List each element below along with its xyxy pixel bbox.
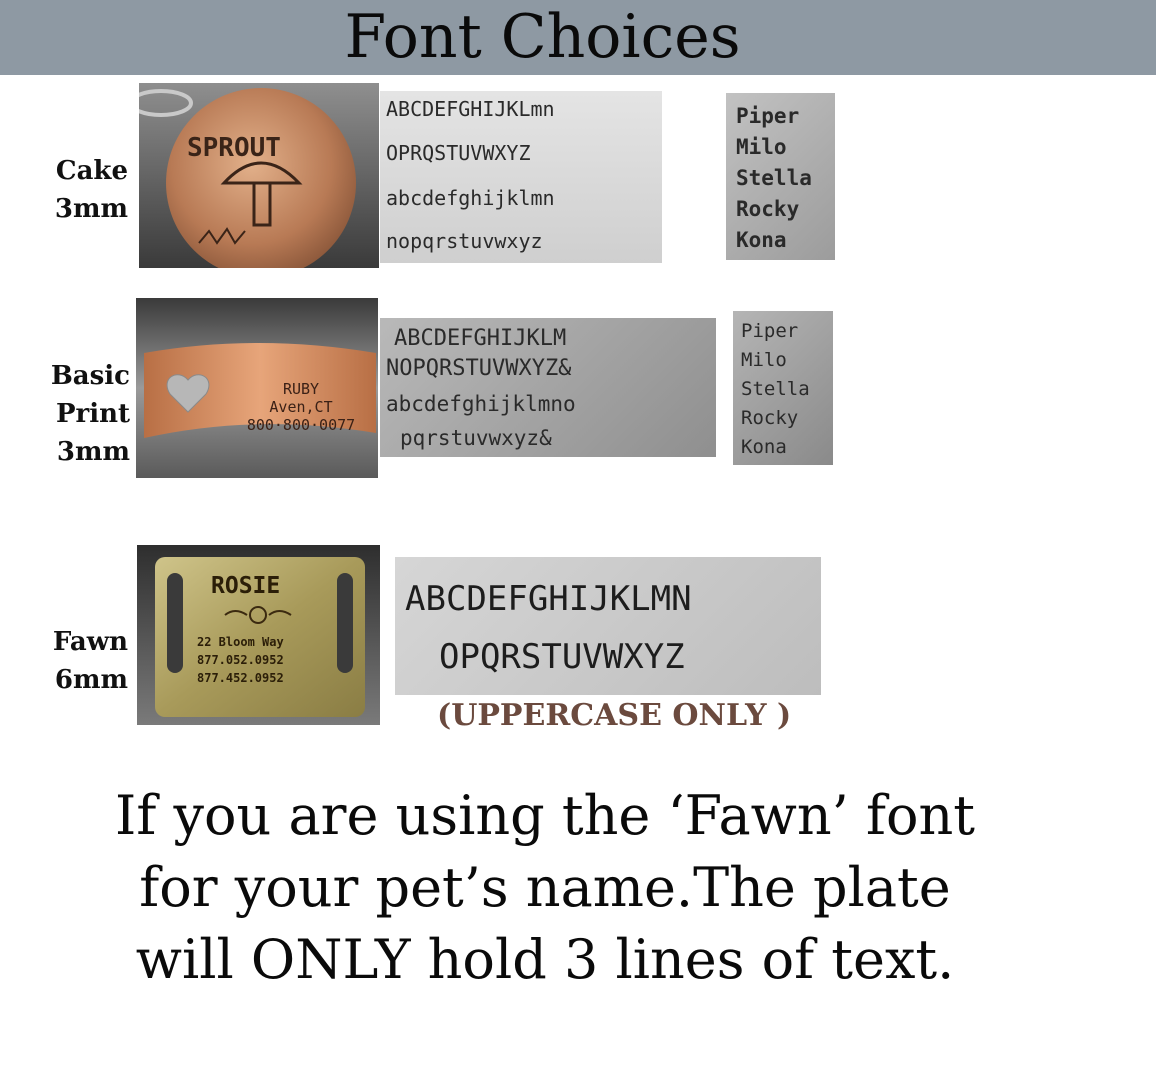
sample-name: Stella	[736, 166, 812, 190]
cake-tag-photo	[139, 83, 379, 268]
fawn-limit-notice	[100, 780, 990, 996]
notice-line: will ONLY hold 3 lines of text.	[135, 928, 955, 991]
font-label-basic-print: Basic Print 3mm	[50, 361, 130, 467]
tag-engraving-line: 22 Bloom Way	[197, 635, 284, 649]
basic-print-tag-photo	[136, 298, 378, 478]
tag-engraving-line: 877.052.0952	[197, 653, 284, 667]
basic-print-name-sample	[733, 311, 833, 465]
notice-line: If you are using the ‘Fawn’ font	[115, 784, 975, 847]
notice-line: for your pet’s name.The plate	[139, 856, 951, 919]
fawn-tag-photo	[137, 545, 380, 725]
sample-name: Piper	[741, 320, 799, 342]
alphabet-line: ABCDEFGHIJKLmn	[386, 97, 555, 121]
alphabet-line: abcdefghijklmn	[386, 186, 555, 210]
tag-engraving-name: ROSIE	[211, 573, 281, 599]
tag-engraving-line: 877.452.0952	[197, 671, 284, 685]
alphabet-line: ABCDEFGHIJKLM	[394, 326, 567, 351]
tag-engraving-name: SPROUT	[187, 133, 281, 163]
tag-engraving-line: Aven,CT	[269, 398, 333, 416]
font-label-cake: Cake 3mm	[54, 156, 128, 224]
alphabet-line: NOPQRSTUVWXYZ&	[386, 356, 572, 381]
alphabet-line: OPQRSTUVWXYZ	[439, 637, 685, 677]
cake-name-sample	[726, 93, 835, 260]
cake-alphabet-sample	[380, 91, 662, 263]
sample-name: Milo	[736, 135, 787, 159]
tag-engraving-line: 800·800·0077	[246, 416, 356, 434]
basic-print-alphabet-sample	[380, 318, 716, 457]
sample-name: Kona	[736, 228, 787, 252]
alphabet-line: pqrstuvwxyz&	[400, 426, 552, 450]
alphabet-line: nopqrstuvwxyz	[386, 229, 543, 253]
fawn-alphabet-sample	[395, 557, 821, 695]
page-title: Font Choices	[344, 2, 741, 72]
alphabet-line: OPRQSTUVWXYZ	[386, 141, 531, 165]
font-label-fawn: Fawn 6mm	[52, 627, 128, 695]
sample-name: Stella	[741, 378, 810, 400]
sample-name: Rocky	[736, 197, 800, 221]
sample-name: Milo	[741, 349, 787, 371]
alphabet-line: ABCDEFGHIJKLMN	[405, 579, 692, 619]
sample-name: Rocky	[741, 407, 799, 429]
sample-name: Piper	[736, 104, 800, 128]
uppercase-only-note: (UPPERCASE ONLY )	[437, 698, 792, 733]
alphabet-line: abcdefghijklmno	[386, 392, 576, 416]
sample-name: Kona	[741, 436, 787, 458]
tag-engraving-line: RUBY	[282, 380, 320, 398]
